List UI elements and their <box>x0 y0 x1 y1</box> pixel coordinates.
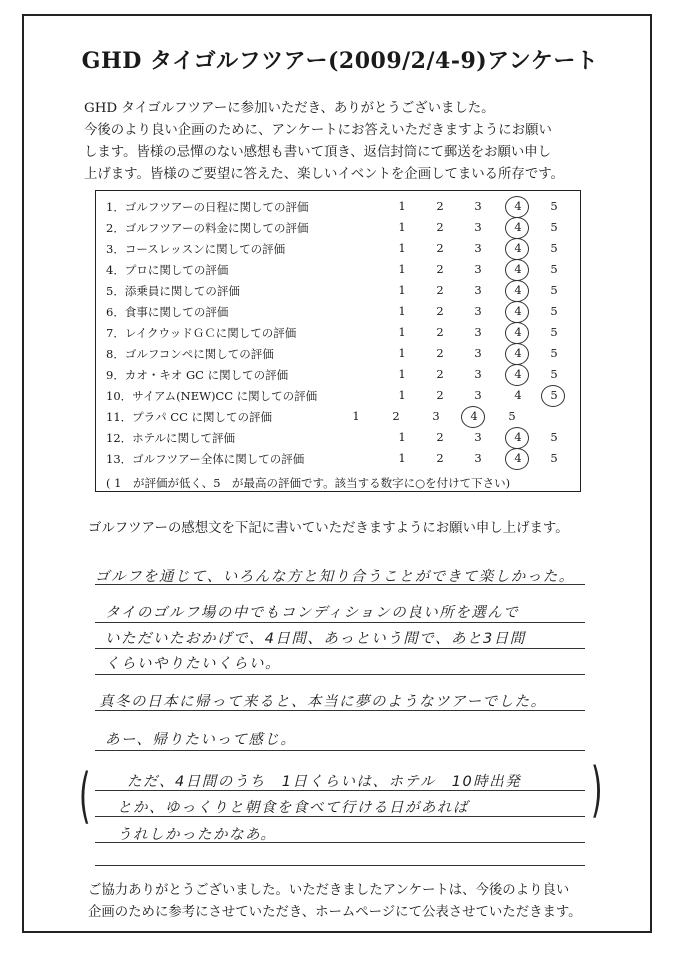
rating-option[interactable]: 2 <box>436 304 444 318</box>
rating-option[interactable]: 4 <box>514 241 522 255</box>
rating-option[interactable]: 1 <box>398 430 406 444</box>
rating-option[interactable]: 2 <box>436 325 444 339</box>
rating-option[interactable]: 2 <box>436 199 444 213</box>
selected-circle-mark <box>505 217 529 239</box>
handwritten-line: うれしかったかなあ。 <box>117 827 277 843</box>
rating-option[interactable]: 3 <box>474 262 482 276</box>
rating-option[interactable]: 3 <box>474 388 482 402</box>
rating-option[interactable]: 2 <box>392 409 400 423</box>
ruled-line <box>95 790 585 791</box>
rating-option[interactable]: 2 <box>436 241 444 255</box>
rating-option[interactable]: 1 <box>398 262 406 276</box>
question-row <box>96 302 580 322</box>
right-parenthesis-mark: ) <box>590 755 603 825</box>
rating-option[interactable]: 3 <box>474 367 482 381</box>
ruled-line <box>95 842 585 843</box>
rating-option[interactable]: 3 <box>474 199 482 213</box>
question-label: 10．サイアム(NEW)CC に関しての評価 <box>106 389 318 403</box>
question-row <box>96 386 580 406</box>
handwritten-line: ただ、4日間のうち 1日くらいは、ホテル 10時出発 <box>127 774 522 790</box>
rating-option[interactable]: 1 <box>398 304 406 318</box>
rating-option[interactable]: 2 <box>436 262 444 276</box>
question-label: 5．添乗員に関しての評価 <box>106 284 240 298</box>
question-label: 8．ゴルフコンペに関しての評価 <box>106 347 274 361</box>
rating-option[interactable]: 1 <box>398 220 406 234</box>
rating-option[interactable]: 5 <box>550 220 558 234</box>
rating-option[interactable]: 4 <box>514 451 522 465</box>
selected-circle-mark <box>505 280 529 302</box>
rating-option[interactable]: 3 <box>474 220 482 234</box>
selected-circle-mark <box>505 448 529 470</box>
rating-option[interactable]: 5 <box>550 388 558 402</box>
rating-option[interactable]: 1 <box>352 409 360 423</box>
ruled-line <box>95 622 585 623</box>
rating-option[interactable]: 3 <box>474 325 482 339</box>
rating-note: ( 1 が評価が低く、5 が最高の評価です。該当する数字に○を付けて下さい) <box>106 476 511 490</box>
rating-option[interactable]: 4 <box>470 409 478 423</box>
rating-option[interactable]: 3 <box>432 409 440 423</box>
rating-option[interactable]: 3 <box>474 283 482 297</box>
selected-circle-mark <box>505 322 529 344</box>
ruled-line <box>95 710 585 711</box>
rating-option[interactable]: 5 <box>550 283 558 297</box>
intro-line: 今後のより良い企画のために、アンケートにお答えいただきますようにお願い <box>84 123 552 138</box>
question-label: 12．ホテルに関して評価 <box>106 431 236 445</box>
rating-option[interactable]: 2 <box>436 388 444 402</box>
rating-option[interactable]: 5 <box>508 409 516 423</box>
handwritten-line: くらいやりたいくらい。 <box>105 656 281 672</box>
handwritten-line: タイのゴルフ場の中でもコンディションの良い所を選んで <box>105 605 520 621</box>
question-label: 11．プラパ CC に関しての評価 <box>106 410 273 424</box>
comment-prompt: ゴルフツアーの感想文を下記に書いていただきますようにお願い申し上げます。 <box>88 521 569 536</box>
rating-option[interactable]: 1 <box>398 346 406 360</box>
rating-option[interactable]: 2 <box>436 451 444 465</box>
question-row <box>96 428 580 448</box>
rating-option[interactable]: 5 <box>550 262 558 276</box>
rating-option[interactable]: 4 <box>514 199 522 213</box>
selected-circle-mark <box>505 364 529 386</box>
rating-option[interactable]: 5 <box>550 325 558 339</box>
ruled-line <box>95 865 585 866</box>
selected-circle-mark <box>505 196 529 218</box>
rating-option[interactable]: 2 <box>436 367 444 381</box>
question-label: 13．ゴルフツアー全体に関しての評価 <box>106 452 305 466</box>
rating-option[interactable]: 4 <box>514 367 522 381</box>
footer-message <box>88 880 628 924</box>
rating-option[interactable]: 1 <box>398 451 406 465</box>
rating-option[interactable]: 5 <box>550 241 558 255</box>
rating-option[interactable]: 4 <box>514 220 522 234</box>
selected-circle-mark <box>461 406 485 428</box>
rating-option[interactable]: 1 <box>398 241 406 255</box>
handwritten-line: ゴルフを通じて、いろんな方と知り合うことができて楽しかった。 <box>95 569 575 585</box>
footer-line: 企画のために参考にさせていただき、ホームページにて公表させていただきます。 <box>88 905 582 920</box>
rating-option[interactable]: 1 <box>398 325 406 339</box>
question-label: 6．食事に関しての評価 <box>106 305 229 319</box>
question-label: 1．ゴルフツアーの日程に関しての評価 <box>106 200 309 214</box>
rating-option[interactable]: 1 <box>398 388 406 402</box>
rating-questionnaire <box>95 190 581 492</box>
question-row <box>96 365 580 385</box>
footer-line: ご協力ありがとうございました。いただきましたアンケートは、今後のより良い <box>88 883 570 898</box>
rating-option[interactable]: 5 <box>550 304 558 318</box>
question-row <box>96 197 580 217</box>
selected-circle-mark <box>541 385 565 407</box>
left-parenthesis-mark: ( <box>78 761 91 831</box>
question-label: 7．レイクウッドＧＣに関しての評価 <box>106 326 297 340</box>
intro-paragraph <box>84 98 614 186</box>
rating-option[interactable]: 2 <box>436 430 444 444</box>
selected-circle-mark <box>505 259 529 281</box>
question-row <box>96 260 580 280</box>
rating-option[interactable]: 5 <box>550 430 558 444</box>
rating-option[interactable]: 3 <box>474 241 482 255</box>
rating-option[interactable]: 5 <box>550 199 558 213</box>
rating-option[interactable]: 1 <box>398 199 406 213</box>
selected-circle-mark <box>505 301 529 323</box>
rating-option[interactable]: 3 <box>474 430 482 444</box>
selected-circle-mark <box>505 238 529 260</box>
question-row <box>96 281 580 301</box>
rating-option[interactable]: 3 <box>474 346 482 360</box>
intro-line: 上げます。皆様のご要望に答えた、楽しいイベントを企画してまいる所存です。 <box>84 167 564 182</box>
selected-circle-mark <box>505 427 529 449</box>
rating-option[interactable]: 2 <box>436 346 444 360</box>
question-row <box>96 323 580 343</box>
question-row <box>96 239 580 259</box>
rating-option[interactable]: 1 <box>398 367 406 381</box>
intro-line: GHD タイゴルフツアーに参加いただき、ありがとうございました。 <box>84 101 495 116</box>
handwritten-line: いただいたおかげで、4日間、あっという間で、あと3日間 <box>105 631 526 647</box>
rating-option[interactable]: 4 <box>514 262 522 276</box>
comment-area <box>78 560 603 870</box>
rating-option[interactable]: 5 <box>550 346 558 360</box>
ruled-line <box>95 648 585 649</box>
question-row <box>96 344 580 364</box>
question-row <box>96 218 580 238</box>
question-label: 4．プロに関しての評価 <box>106 263 229 277</box>
rating-option[interactable]: 1 <box>398 283 406 297</box>
question-label: 3．コースレッスンに関しての評価 <box>106 242 286 256</box>
question-label: 2．ゴルフツアーの料金に関しての評価 <box>106 221 309 235</box>
page-title: GHD タイゴルフツアー(2009/2/4-9)アンケート <box>81 48 599 74</box>
rating-option[interactable]: 4 <box>514 388 522 402</box>
ruled-line <box>95 584 585 585</box>
intro-line: します。皆様の忌憚のない感想も書いて頂き、返信封筒にて郵送をお願い申し <box>84 145 552 160</box>
handwritten-line: とか、ゆっくりと朝食を食べて行ける日があれば <box>117 800 469 816</box>
question-label: 9．カオ・キオ GC に関しての評価 <box>106 368 289 382</box>
question-row <box>96 449 580 469</box>
ruled-line <box>95 674 585 675</box>
rating-option[interactable]: 3 <box>474 451 482 465</box>
rating-option[interactable]: 4 <box>514 304 522 318</box>
question-row <box>96 407 580 427</box>
ruled-line <box>95 750 585 751</box>
handwritten-line: あー、帰りたいって感じ。 <box>105 732 297 748</box>
rating-option[interactable]: 5 <box>550 367 558 381</box>
rating-option[interactable]: 4 <box>514 283 522 297</box>
rating-option[interactable]: 4 <box>514 346 522 360</box>
handwritten-line: 真冬の日本に帰って来ると、本当に夢のようなツアーでした。 <box>99 694 547 710</box>
rating-option[interactable]: 2 <box>436 220 444 234</box>
rating-option[interactable]: 4 <box>514 325 522 339</box>
selected-circle-mark <box>505 343 529 365</box>
ruled-line <box>95 816 585 817</box>
rating-option[interactable]: 3 <box>474 304 482 318</box>
rating-option[interactable]: 4 <box>514 430 522 444</box>
rating-option[interactable]: 2 <box>436 283 444 297</box>
rating-option[interactable]: 5 <box>550 451 558 465</box>
